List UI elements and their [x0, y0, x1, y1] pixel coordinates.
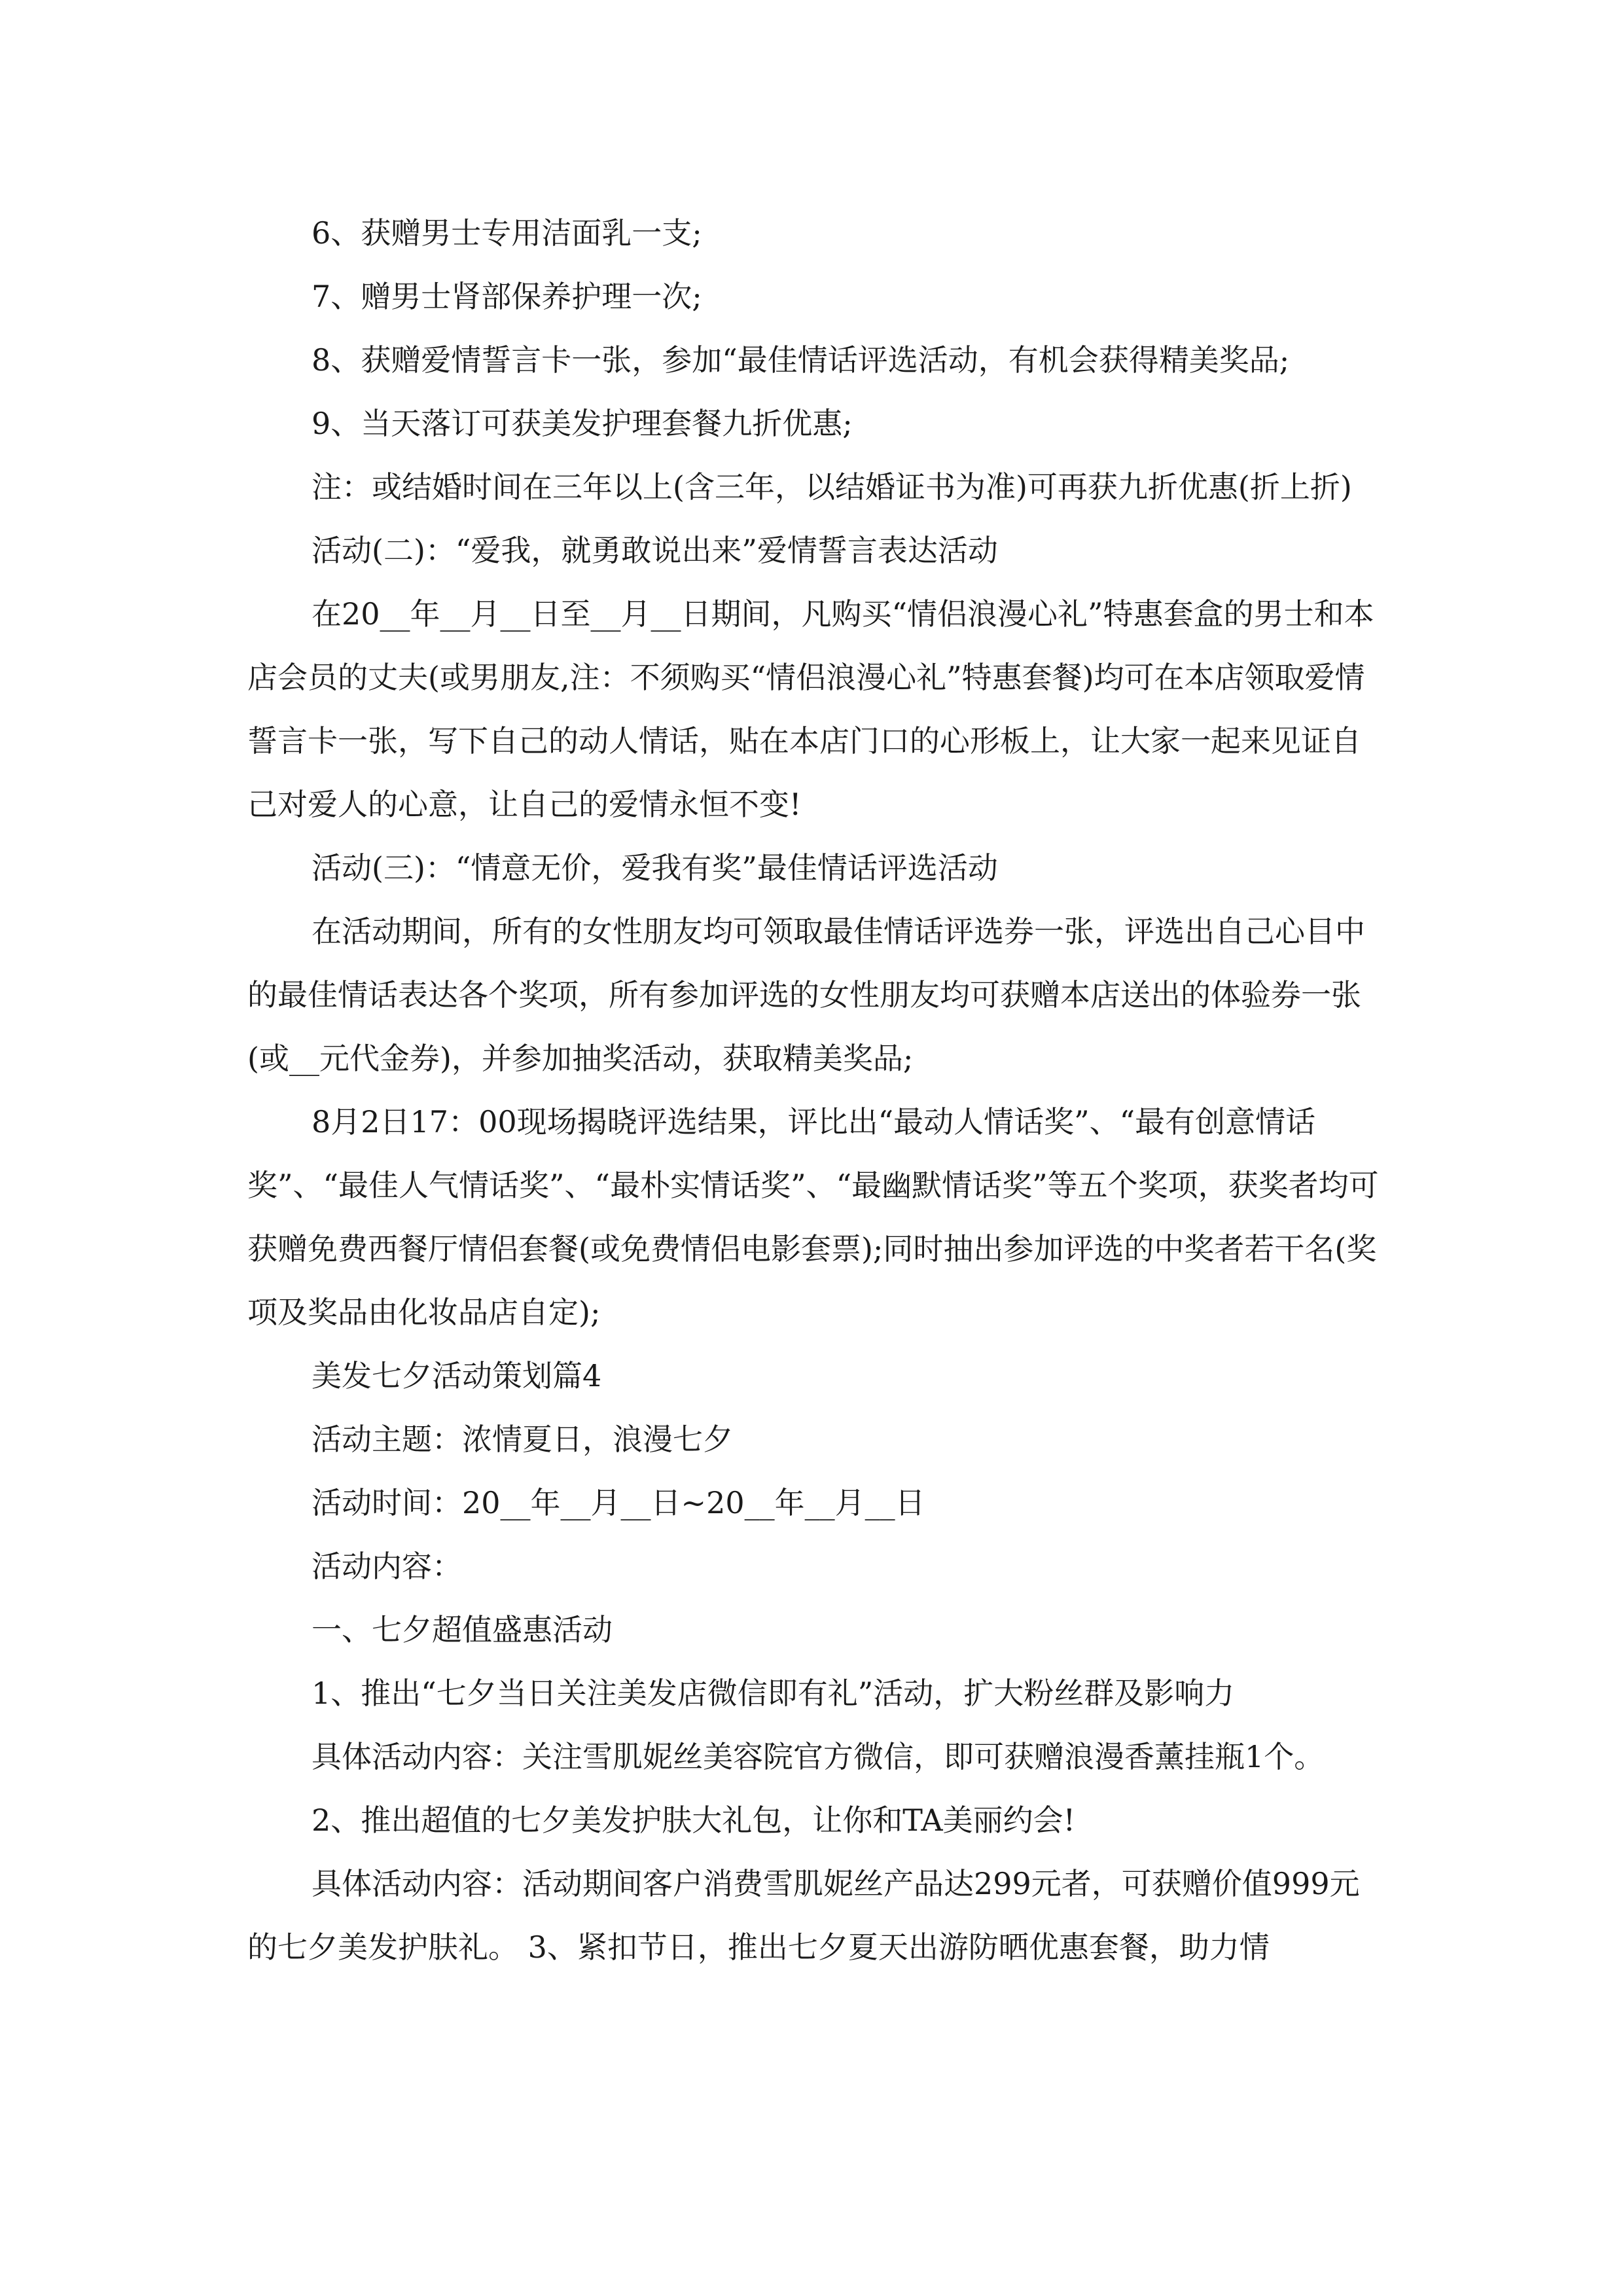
activity-content-label: 活动内容：	[312, 1549, 462, 1584]
paragraph-note: 注：或结婚时间在三年以上(含三年，以结婚证书为准)可再获九折优惠(折上折)	[312, 469, 1352, 505]
item-wechat-detail: 具体活动内容：关注雪肌妮丝美容院官方微信，即可获赠浪漫香薰挂瓶1个。	[312, 1739, 1325, 1774]
paragraph-gift-9: 9、当天落订可获美发护理套餐九折优惠;	[312, 406, 853, 441]
paragraph-activity-3-detail: 在活动期间，所有的女性朋友均可领取最佳情话评选券一张，评选出自己心目中的最佳情话表达各个奖项，所有参加评选的女性朋友均可获赠本店送出的体验券一张(或__元代金券)，并参加抽奖活动，获取精美奖品;	[247, 914, 1365, 1076]
subheading-1: 一、七夕超值盛惠活动	[312, 1612, 613, 1647]
paragraph-activity-2-detail: 在20__年__月__日至__月__日期间，凡购买“情侣浪漫心礼”特惠套盒的男士和本店会员的丈夫(或男朋友,注：不须购买“情侣浪漫心礼”特惠套餐)均可在本店领取爱情誓言卡一张，写下自己的动人情话，贴在本店门口的心形板上，让大家一起来见证自己对爱人的心意，让自己的爱情永恒不变!	[247, 596, 1374, 822]
paragraph-gift-7: 7、赠男士肾部保养护理一次;	[312, 279, 702, 314]
item-gift-pack-detail: 具体活动内容：活动期间客户消费雪肌妮丝产品达299元者，可获赠价值999元的七夕美发护肤礼。 3、紧扣节日，推出七夕夏天出游防晒优惠套餐，助力情	[247, 1866, 1360, 1965]
activity-theme: 活动主题：浓情夏日，浪漫七夕	[312, 1422, 733, 1457]
paragraph-results: 8月2日17：00现场揭晓评选结果，评比出“最动人情话奖”、“最有创意情话奖”、“最佳人气情话奖”、“最朴实情话奖”、“最幽默情话奖”等五个奖项，获奖者均可获赠免费西餐厅情侣套餐(或免费情侣电影套票);同时抽出参加评选的中奖者若干名(奖项及奖品由化妆品店自定);	[247, 1104, 1379, 1330]
section-title-4: 美发七夕活动策划篇4	[312, 1358, 602, 1393]
document-body	[247, 202, 1380, 1979]
item-gift-pack: 2、推出超值的七夕美发护肤大礼包，让你和TA美丽约会!	[312, 1803, 1076, 1838]
paragraph-gift-8: 8、获赠爱情誓言卡一张，参加“最佳情话评选活动，有机会获得精美奖品;	[312, 342, 1290, 378]
activity-time: 活动时间：20__年__月__日~20__年__月__日	[312, 1485, 925, 1520]
heading-activity-2: 活动(二)：“爱我，就勇敢说出来”爱情誓言表达活动	[312, 533, 998, 568]
heading-activity-3: 活动(三)：“情意无价，爱我有奖”最佳情话评选活动	[312, 850, 998, 886]
paragraph-gift-6: 6、获赠男士专用洁面乳一支;	[312, 215, 702, 251]
item-wechat-promo: 1、推出“七夕当日关注美发店微信即有礼”活动，扩大粉丝群及影响力	[312, 1676, 1235, 1711]
